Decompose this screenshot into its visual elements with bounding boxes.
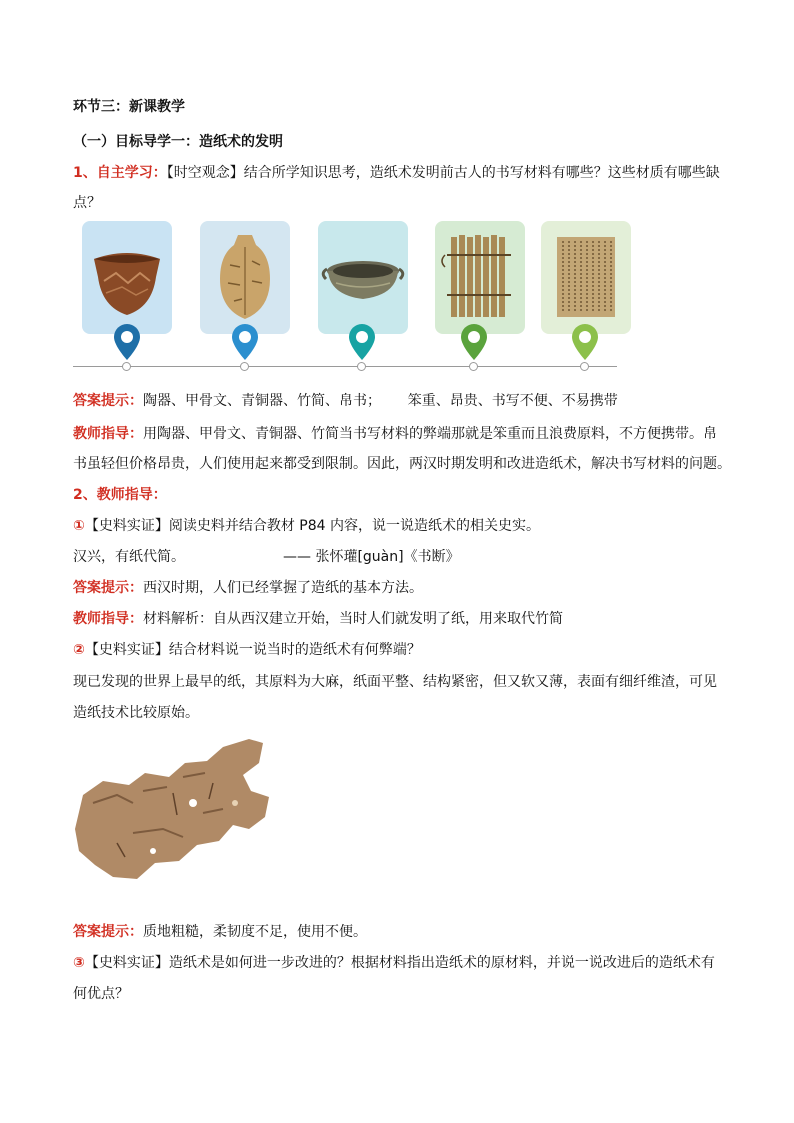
sub-question-3-cont: 何优点？ [73,986,129,1002]
circle-marker: ③ [73,955,85,971]
oracle-bone-card [200,221,290,334]
sub-tag: 【史料实证】 [84,642,169,658]
teacher-label: 教师指导： [73,611,143,627]
answer-text: 西汉时期，人们已经掌握了造纸的基本方法。 [143,580,423,596]
question-number: 1、自主学习： [73,165,167,181]
pottery-image [82,221,172,334]
timeline-dot [122,362,131,371]
answer-label: 答案提示： [73,393,143,409]
answer-label: 答案提示： [73,580,143,596]
material-paragraph: 现已发现的世界上最早的纸，其原料为大麻，纸面平整、结构紧密，但又软又薄，表面有细纤维渣，可见 [73,674,717,690]
bronze-card [318,221,408,334]
question-text: 结合所学知识思考，造纸术发明前古人的书写材料有哪些？这些材质有哪些缺 [243,165,720,181]
answer-1 [73,391,618,411]
quote-source: —— 张怀瓘[guàn]《书断》 [283,549,460,565]
teacher-label: 教师指导： [73,426,143,442]
silk-card [541,221,631,334]
pottery-card [82,221,172,334]
teacher-text: 用陶器、甲骨文、青铜器、竹简当书写材料的弊端那就是笨重而且浪费原料，不方便携带。帛 [143,426,717,442]
timeline-dot [469,362,478,371]
sub-question-1 [73,516,540,536]
question-tag: 【时空观念】 [166,165,244,181]
map-pin-icon [230,322,260,362]
sub-tag: 【史料实证】 [84,955,169,971]
subsection-title: （一）目标导学一：造纸术的发明 [73,134,283,150]
sub-text: 结合材料说一说当时的造纸术有何弊端？ [168,642,421,658]
sub-question-3 [73,953,715,973]
answer-text: 陶器、甲骨文、青铜器、竹简、帛书； 笨重、昂贵、书写不便、不易携带 [143,393,618,409]
bamboo-card [435,221,525,334]
teacher-guide-1-cont: 书虽轻但价格昂贵，人们使用起来都受到限制。因此，两汉时期发明和改进造纸术，解决书写材料的问题。 [73,456,731,472]
silk-book-image [541,221,631,334]
circle-marker: ② [73,642,85,658]
map-pin-icon [570,322,600,362]
bronze-image [318,221,408,334]
question-1-cont: 点？ [73,195,101,211]
timeline-dot [580,362,589,371]
oracle-bone-image [200,221,290,334]
answer-2 [73,578,423,598]
map-pin-icon [459,322,489,362]
teacher-guide-2 [73,609,563,629]
map-pin-icon [112,322,142,362]
question-2-title: 2、教师指导： [73,487,167,503]
sub-text: 阅读史料并结合教材 P84 内容，说一说造纸术的相关史实。 [168,518,541,534]
answer-3 [73,922,367,942]
material-paragraph-cont: 造纸技术比较原始。 [73,705,199,721]
bamboo-slips-image [435,221,525,334]
teacher-text: 材料解析：自从西汉建立开始，当时人们就发明了纸，用来取代竹简 [143,611,563,627]
timeline-dot [357,362,366,371]
sub-tag: 【史料实证】 [84,518,169,534]
circle-marker: ① [73,518,85,534]
section-title: 环节三：新课教学 [73,99,185,115]
quote: 汉兴，有纸代简。 [73,549,185,565]
timeline-axis [73,366,617,367]
answer-label: 答案提示： [73,924,143,940]
question-1 [73,163,720,183]
answer-text: 质地粗糙，柔韧度不足，使用不便。 [143,924,367,940]
teacher-guide-1 [73,424,717,444]
ancient-paper-image [73,733,273,883]
sub-text: 造纸术是如何进一步改进的？根据材料指出造纸术的原材料，并说一说改进后的造纸术有 [168,955,715,971]
map-pin-icon [347,322,377,362]
sub-question-2 [73,640,421,660]
timeline-dot [240,362,249,371]
